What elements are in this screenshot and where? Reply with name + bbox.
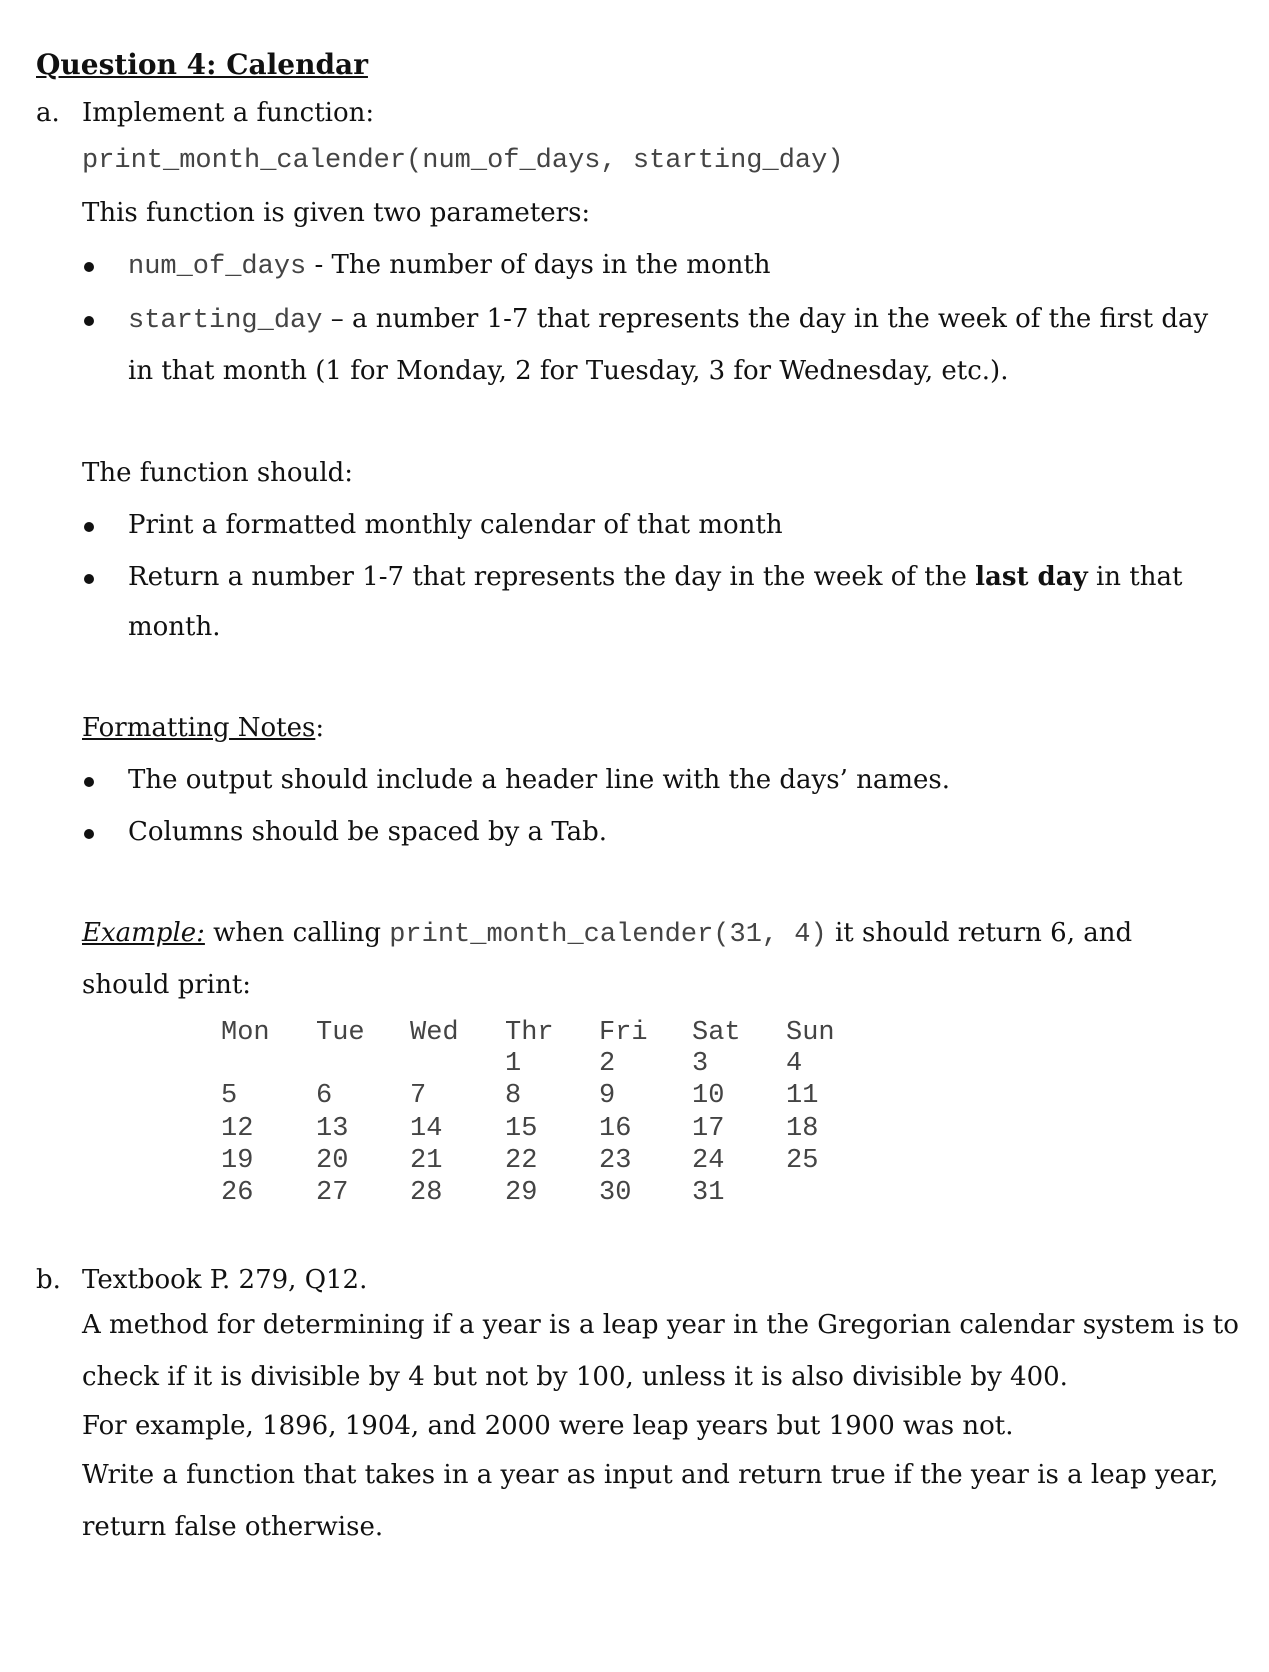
calendar-day-cell: 20 [316, 1146, 349, 1176]
part-b-line-1: Textbook P. 279, Q12. [82, 1265, 368, 1295]
param1-code: num_of_days [128, 252, 307, 282]
param1-text: - The number of days in the month [306, 250, 771, 280]
calendar-header-cell: Thr [505, 1018, 554, 1048]
bullet-icon [84, 777, 94, 787]
should-item-2-continuation: month. [128, 612, 221, 642]
part-a-marker: a. [36, 98, 60, 128]
calendar-day-cell: 22 [505, 1146, 538, 1176]
bullet-icon [84, 316, 94, 326]
param2-text: – a number 1-7 that represents the day in the week of the first day [322, 304, 1209, 334]
bullet-icon [84, 829, 94, 839]
calendar-day-cell: 14 [410, 1114, 443, 1144]
calendar-header-cell: Tue [316, 1018, 365, 1048]
part-b-line-6: return false otherwise. [82, 1512, 384, 1542]
calendar-day-cell: 27 [316, 1178, 349, 1208]
calendar-day-cell: 24 [692, 1146, 725, 1176]
example-code: print_month_calender(31, 4) [389, 920, 827, 950]
calendar-header-cell: Sun [786, 1018, 835, 1048]
calendar-header-cell: Wed [410, 1018, 459, 1048]
calendar-day-cell: 23 [599, 1146, 632, 1176]
part-b-line-2: A method for determining if a year is a leap year in the Gregorian calendar system is to [82, 1310, 1239, 1340]
should2-post: in that [1087, 562, 1183, 592]
calendar-day-cell: 17 [692, 1114, 725, 1144]
params-intro: This function is given two parameters: [82, 198, 591, 228]
example-line [82, 918, 1132, 950]
calendar-day-cell: 1 [505, 1049, 522, 1079]
calendar-day-cell: 8 [505, 1081, 522, 1111]
calendar-header-cell: Fri [599, 1018, 648, 1048]
bullet-icon [84, 522, 94, 532]
calendar-day-cell: 11 [786, 1081, 819, 1111]
function-signature: print_month_calender(num_of_days, starting_day) [82, 146, 844, 176]
calendar-day-cell: 31 [692, 1178, 725, 1208]
calendar-day-cell: 16 [599, 1114, 632, 1144]
calendar-day-cell: 28 [410, 1178, 443, 1208]
calendar-day-cell: 10 [692, 1081, 725, 1111]
part-b-line-4: For example, 1896, 1904, and 2000 were leap years but 1900 was not. [82, 1411, 1014, 1441]
formatting-colon: : [315, 713, 325, 743]
calendar-day-cell: 15 [505, 1114, 538, 1144]
bullet-icon [84, 574, 94, 584]
part-b-line-5: Write a function that takes in a year as input and return true if the year is a leap year, [82, 1460, 1219, 1490]
calendar-day-cell: 18 [786, 1114, 819, 1144]
part-b-marker: b. [36, 1265, 61, 1295]
calendar-day-cell: 12 [221, 1114, 254, 1144]
example-continuation: should print: [82, 970, 252, 1000]
part-b-line-3: check if it is divisible by 4 but not by 100, unless it is also divisible by 400. [82, 1362, 1068, 1392]
should2-bold: last day [975, 562, 1088, 592]
calendar-day-cell: 25 [786, 1146, 819, 1176]
calendar-day-cell: 30 [599, 1178, 632, 1208]
calendar-day-cell: 6 [316, 1081, 333, 1111]
param2-continuation: in that month (1 for Monday, 2 for Tuesday, 3 for Wednesday, etc.). [128, 356, 1009, 386]
calendar-day-cell: 13 [316, 1114, 349, 1144]
note-item-1: The output should include a header line with the days’ names. [128, 765, 950, 795]
calendar-day-cell: 21 [410, 1146, 443, 1176]
example-label: Example: [82, 918, 205, 948]
example-post: it should return 6, and [826, 918, 1133, 948]
calendar-header-cell: Sat [692, 1018, 741, 1048]
calendar-day-cell: 4 [786, 1049, 803, 1079]
page-title: Question 4: Calendar [36, 48, 368, 81]
param2-line [128, 304, 1208, 336]
should-intro: The function should: [82, 458, 354, 488]
example-pre: when calling [204, 918, 390, 948]
formatting-notes-heading [82, 713, 324, 743]
calendar-day-cell: 3 [692, 1049, 709, 1079]
calendar-header-cell: Mon [221, 1018, 270, 1048]
calendar-day-cell: 29 [505, 1178, 538, 1208]
should-item-2 [128, 562, 1182, 592]
calendar-day-cell: 26 [221, 1178, 254, 1208]
formatting-title: Formatting Notes [82, 713, 316, 743]
param1-line [128, 250, 771, 282]
bullet-icon [84, 262, 94, 272]
should2-pre: Return a number 1-7 that represents the day in the week of the [128, 562, 976, 592]
calendar-day-cell: 19 [221, 1146, 254, 1176]
note-item-2: Columns should be spaced by a Tab. [128, 817, 608, 847]
calendar-day-cell: 7 [410, 1081, 427, 1111]
calendar-day-cell: 2 [599, 1049, 616, 1079]
param2-code: starting_day [128, 306, 323, 336]
should-item-1: Print a formatted monthly calendar of that month [128, 510, 783, 540]
calendar-day-cell: 9 [599, 1081, 616, 1111]
part-a-intro: Implement a function: [82, 98, 375, 128]
calendar-day-cell: 5 [221, 1081, 238, 1111]
